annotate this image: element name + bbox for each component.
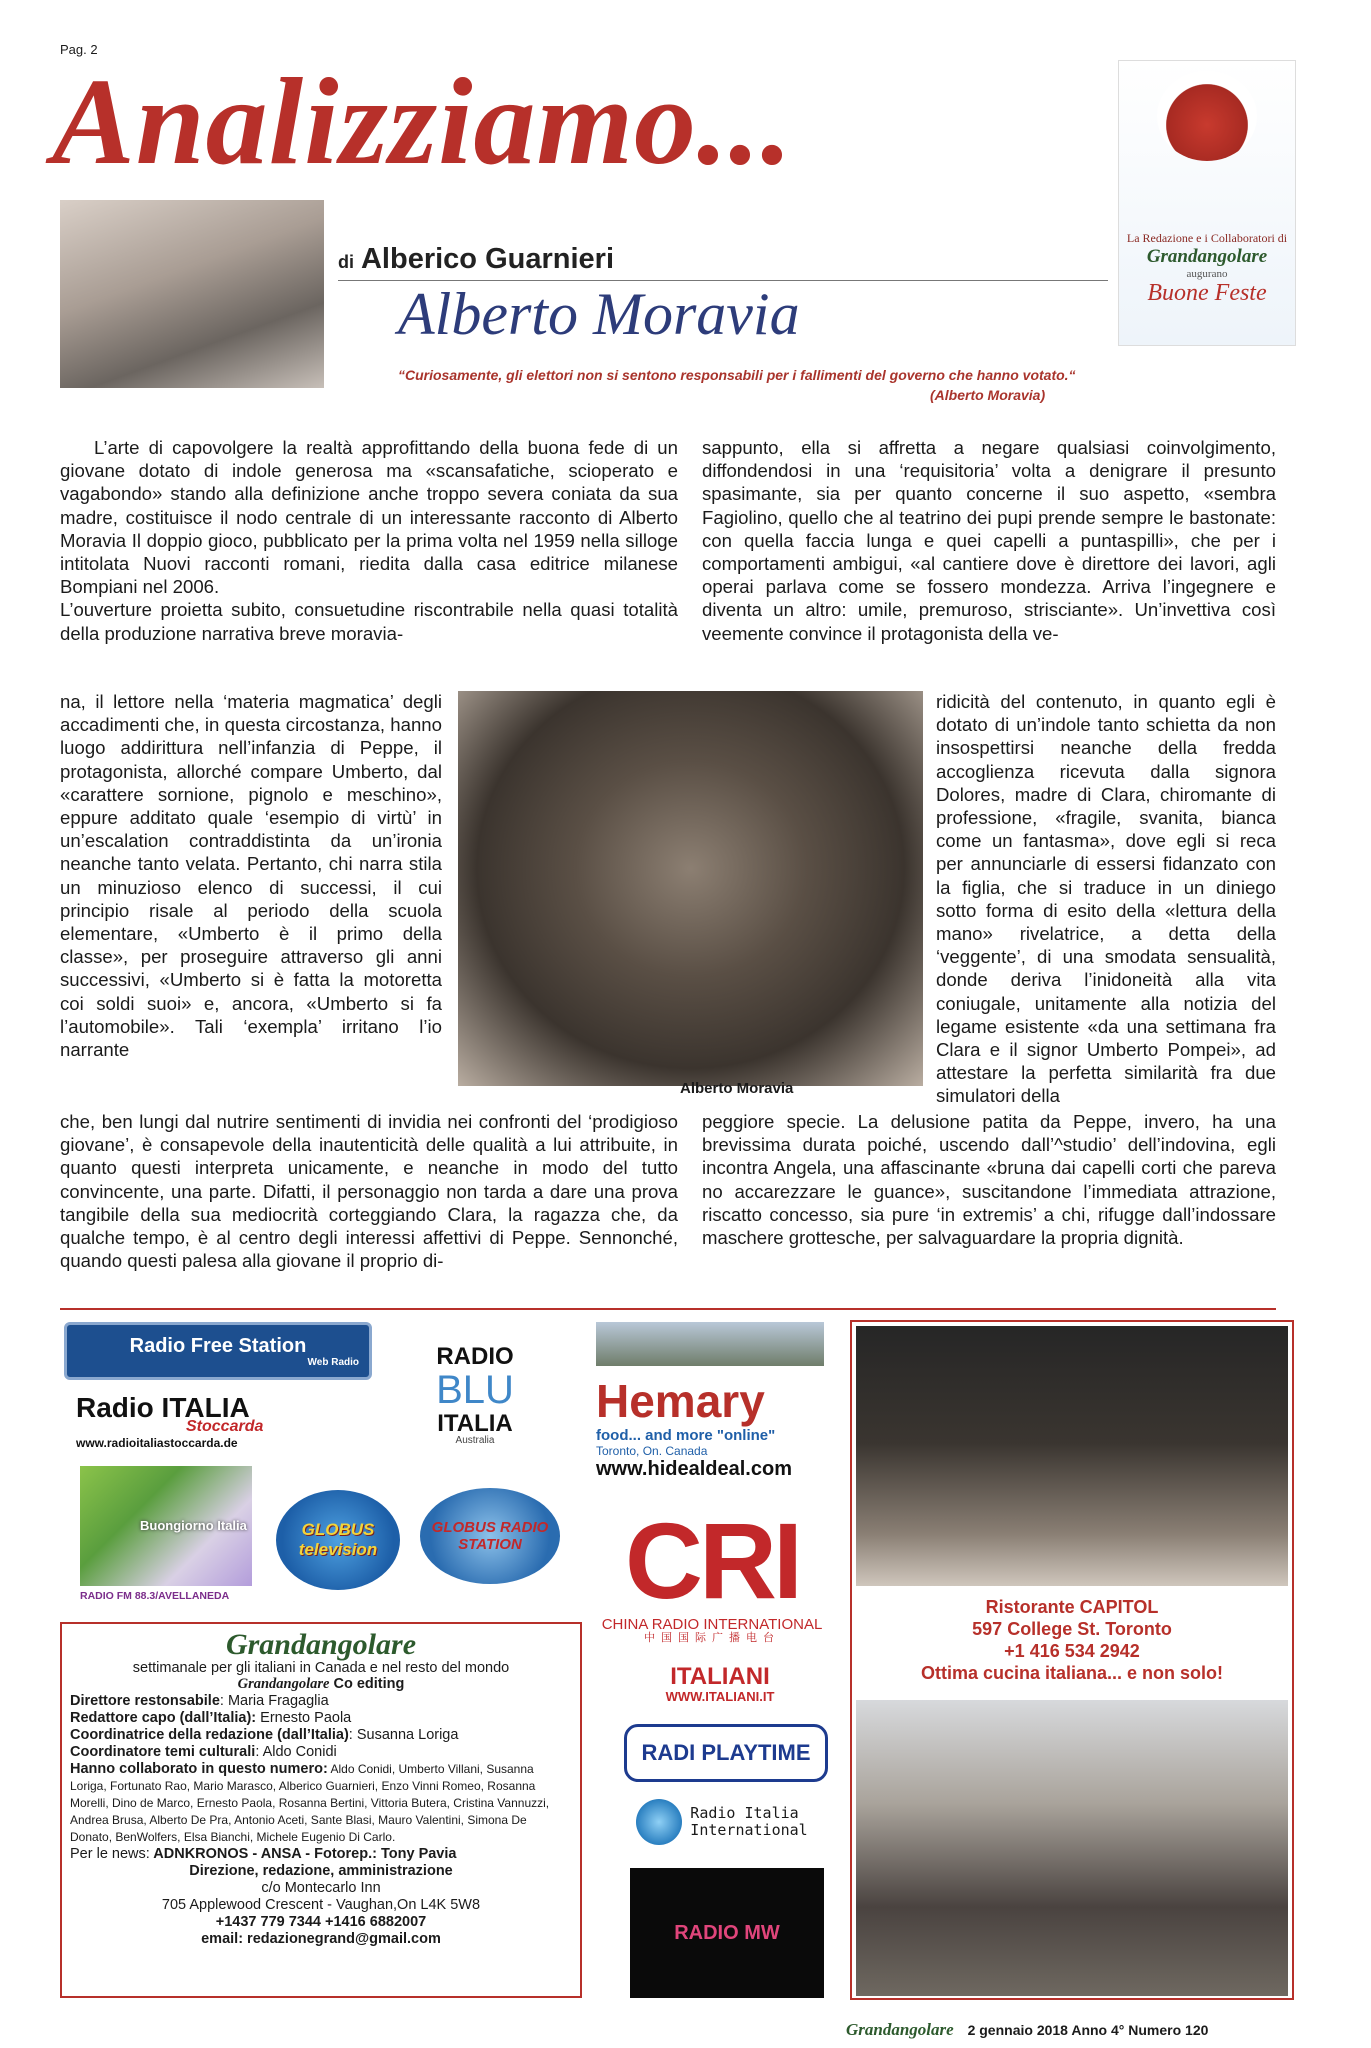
radio-playtime-logo[interactable] bbox=[624, 1724, 828, 1782]
hemary-sub: food... and more "online" bbox=[596, 1427, 776, 1445]
ristorante-slogan: Ottima cucina italiana... e non solo! bbox=[920, 1663, 1224, 1683]
article-subject: Alberto Moravia bbox=[398, 281, 800, 347]
article-paragraph: L’arte di capovolgere la realtà approfittando della buona fede di un giovane dotato di indole generosa ma «scansafatiche, scioperato e vagabondo» stando alla definizione anche troppo severa coniata da sua madre, costituisce il nodo centrale di un interessante racconto di Alberto Moravia Il doppio gioco, pubblicato per la prima volta nel 1959 nella silloge intitolata Nuovi racconti romani, riedita dalla casa editrice milanese Bompiani nel 2006. bbox=[60, 437, 678, 598]
byline bbox=[338, 243, 614, 276]
article-paragraph: che, ben lungi dal nutrire sentimenti di invidia nei confronti del ‘prodigioso giovane’, è consapevole della inautenticità delle qualità a lui attribuite, in quanto questi interpreta unicamente, e neanche in modo del tutto convincente, una parte. Difatti, il personaggio non tarda a dare una prova tangibile della sua mediocrità corteggiando Clara, la ragazza che, da qualche tempo, è al centro degli interessi affettivi di Peppe. Sennonché, quando questi palesa alla giovane il proprio di- bbox=[60, 1111, 678, 1272]
globus-television-logo[interactable] bbox=[276, 1490, 400, 1590]
credits-direzione: Direzione, redazione, amministrazione bbox=[189, 1863, 453, 1879]
italiani-logo[interactable] bbox=[654, 1652, 786, 1716]
article-left-bottom bbox=[60, 1110, 678, 1272]
article-paragraph: na, il lettore nella ‘materia magmatica’ degli accadimenti che, in questa circostanza, hanno luogo addirittura nell’infanzia di Peppe, il protagonista, allorché compare Umberto, dal «carattere sornione, pignolo e meschino», eppure additato quale ‘esempio di virtù’ in un’escalation contraddistinta da un’ironia neanche tanto velata. Pertanto, chi narra stila un minuzioso elenco di successi, il cui principio risale al periodo della scuola elementare, «Umberto è il primo della classe», per proseguire attraverso gli anni successivi, «Umberto si è fatta la motoretta coi soldi suoi» e, ancora, «Umberto si fa l’automobile». Tali ‘exempla’ irritano l’io narrante bbox=[60, 691, 442, 1061]
globe-icon bbox=[636, 1799, 682, 1845]
credits-collaborators: Hanno collaborato in questo numero: Aldo Conidi, Umberto Villani, Susanna Loriga, Fortunato Rao, Mario Marasco, Alberico Guarnieri, Enzo Vinni Romeo, Rosanna Morelli, Dino de Marco, Ernesto Paola, Rosanna Bertini, Vittoria Butera, Cristina Vannuzzi, Andrea Brusa, Alberto De Pra, Antonio Aceti, Sante Blasi, Mauro Valentini, Simona De Donato, BenWolfers, Elsa Bianchi, Michele Eugenio Di Carlo. bbox=[70, 1761, 550, 1844]
hemary-url: www.hidealdeal.com bbox=[596, 1458, 792, 1481]
cri-logo[interactable] bbox=[590, 1500, 834, 1648]
coediting-brand: Grandangolare bbox=[237, 1676, 330, 1692]
cri-name: CHINA RADIO INTERNATIONAL bbox=[601, 1616, 823, 1634]
globus-radio-name: GLOBUS RADIO STATION bbox=[431, 1519, 549, 1553]
page-footer bbox=[846, 2020, 1208, 2040]
buongiorno-label: Buongiorno Italia bbox=[140, 1518, 247, 1533]
radio-fm-label: RADIO FM 88.3/AVELLANEDA bbox=[80, 1590, 230, 1602]
radio-blu-3: ITALIA bbox=[437, 1409, 513, 1437]
author-photo bbox=[60, 200, 324, 388]
radio-italia-stoccarda-logo[interactable] bbox=[76, 1388, 290, 1454]
masthead-credits bbox=[60, 1622, 582, 1998]
hemary-name: Hemary bbox=[596, 1374, 765, 1427]
radio-blu-1: RADIO bbox=[436, 1342, 514, 1370]
credits-subtitle: settimanale per gli italiani in Canada e nel resto del mondo bbox=[132, 1660, 510, 1676]
greeting-line1: La Redazione e i Collaboratori di bbox=[1126, 231, 1288, 245]
globus-radio-logo[interactable] bbox=[420, 1488, 560, 1584]
byline-author: Alberico Guarnieri bbox=[360, 243, 614, 275]
cri-chinese: 中国国际广播电台 bbox=[644, 1631, 780, 1644]
credits-news: Per le news: ADNKRONOS - ANSA - Fotorep.: Tony Pavia bbox=[70, 1846, 457, 1862]
article-left-top bbox=[60, 436, 678, 645]
radio-free-station-sub: Web Radio bbox=[307, 1356, 359, 1368]
credits-title: Grandangolare bbox=[225, 1628, 417, 1661]
radio-blu-4: Australia bbox=[455, 1434, 495, 1446]
coediting-label: Co editing bbox=[333, 1676, 405, 1692]
photo-caption: Alberto Moravia bbox=[680, 1080, 794, 1097]
holiday-greeting bbox=[1118, 60, 1296, 346]
credits-phone: +1437 779 7344 +1416 6882007 bbox=[215, 1914, 427, 1930]
credits-row: Coordinatrice della redazione (dall’Italia): Susanna Loriga bbox=[70, 1727, 459, 1743]
ristorante-name: Ristorante CAPITOL bbox=[985, 1597, 1159, 1617]
cri-mark: CRI bbox=[625, 1499, 799, 1621]
greeting-line2: augurano bbox=[1186, 268, 1228, 280]
ristorante-address: 597 College St. Toronto bbox=[972, 1619, 1172, 1639]
ristorante-exterior-photo bbox=[856, 1700, 1288, 1996]
article-right-top bbox=[702, 436, 1276, 645]
stoccarda-label: Stoccarda bbox=[186, 1418, 264, 1435]
buongiorno-italia-logo[interactable] bbox=[80, 1466, 252, 1586]
article-paragraph: peggiore specie. La delusione patita da Peppe, invero, ha una brevissima durata poiché, uscendo dall’^studio’ dell’indovina, egli incontra Angela, una affascinante «bruna dai capelli corti che pareva no accarezzare le guance», suscitandone l’immediata attrazione, riscatto concesso, sia pure ‘in extremis’ a chi, rifugge dall’indossare maschere grottesche, per salvaguardare la propria dignità. bbox=[702, 1111, 1276, 1249]
italiani-url: WWW.ITALIANI.IT bbox=[665, 1689, 775, 1705]
radio-playtime-name: RADI PLAYTIME bbox=[641, 1740, 811, 1765]
globus-tv-name: GLOBUS television bbox=[298, 1520, 378, 1559]
pull-quote: “Curiosamente, gli elettori non si sentono responsabili per i fallimenti del governo che hanno votato.“ bbox=[398, 367, 1076, 383]
headline: Analizziamo... bbox=[52, 53, 793, 190]
radio-mw-logo[interactable] bbox=[630, 1868, 824, 1998]
stoccarda-url: www.radioitaliastoccarda.de bbox=[76, 1436, 238, 1450]
credits-address: 705 Applewood Crescent - Vaughan,On L4K 5W8 bbox=[161, 1897, 481, 1913]
ristorante-phone: +1 416 534 2942 bbox=[1004, 1641, 1140, 1661]
article-right-wrap bbox=[936, 690, 1276, 1108]
hemary-photo bbox=[596, 1322, 824, 1366]
radio-italia-stoccarda-name: Radio ITALIA bbox=[76, 1392, 250, 1423]
greeting-brand: Grandangolare bbox=[1146, 246, 1268, 267]
footer-info: 2 gennaio 2018 Anno 4° Numero 120 bbox=[967, 2022, 1209, 2038]
credits-row: Redattore capo (dall’Italia): Ernesto Paola bbox=[70, 1710, 352, 1726]
article-left-wrap bbox=[60, 690, 442, 1061]
radio-free-station-logo[interactable] bbox=[64, 1322, 372, 1380]
credits-row: Coordinatore temi culturali: Aldo Conidi bbox=[70, 1744, 337, 1760]
hemary-logo[interactable] bbox=[596, 1368, 828, 1488]
hemary-loc: Toronto, On. Canada bbox=[596, 1443, 708, 1458]
article-paragraph: sappunto, ella si affretta a negare qualsiasi coinvolgimento, diffondendosi in una ‘requisitoria’ volta a denigrare il presunto spasimante, sia per quanto concerne il suo aspetto, «sembra Fagiolino, quello che al teatrino dei pupi prende sempre le bastonate: con quella faccia lunga e quei capelli a puntaspilli», che per i comportamenti ambigui, «al cantiere dove è direttore dei lavori, agli operai parlava come se fossero mondezza. Arriva l’ingegnere e diventa un altro: umile, premuroso, strisciante». Un’invettiva così veemente convince il protagonista della ve- bbox=[702, 437, 1276, 644]
ristorante-interior-photo bbox=[856, 1326, 1288, 1586]
rii-line1: Radio Italia bbox=[690, 1803, 799, 1822]
credits-email[interactable]: email: redazionegrand@gmail.com bbox=[201, 1931, 441, 1947]
moravia-photo bbox=[458, 691, 923, 1086]
radio-blu-2: BLU bbox=[436, 1367, 514, 1412]
radio-mw-name: RADIO MW bbox=[674, 1921, 780, 1944]
page-number: Pag. 2 bbox=[60, 42, 98, 57]
article-paragraph: L’ouverture proietta subito, consuetudine riscontrabile nella quasi totalità della produzione narrativa breve moravia- bbox=[60, 599, 678, 644]
pull-quote-author: (Alberto Moravia) bbox=[930, 387, 1046, 403]
italiani-name: ITALIANI bbox=[670, 1662, 770, 1690]
radio-italia-international-logo[interactable] bbox=[622, 1792, 822, 1852]
radio-free-station-name: Radio Free Station bbox=[129, 1334, 307, 1357]
credits-coediting bbox=[70, 1676, 572, 1693]
santa-illustration-icon bbox=[1157, 71, 1257, 161]
credits-row: Direttore restonsabile: Maria Fragaglia bbox=[70, 1693, 329, 1709]
article-paragraph: ridicità del contenuto, in quanto egli è dotato di un’indole tanto schietta da non insospettirsi neanche della fredda accoglienza ricevuta dalla signora Dolores, madre di Clara, chiromante di professione, «fragile, svanita, bianca come un fantasma», dove egli si reca per annunciarle di essersi fidanzato con la figlia, che si traduce in un diniego sotto forma di esito della «lettura della mano» rivelatrice, a detta della ‘veggente’, di una smodata sensualità, donde deriva l’inidoneità alla vita coniugale, unitamente alla notizia del legame esistente «da una settimana fra Clara e il signor Umberto Pompei», ad attestare la perfetta similarità fra due simulatori della bbox=[936, 691, 1276, 1107]
credits-co: c/o Montecarlo Inn bbox=[261, 1880, 381, 1896]
article-right-bottom bbox=[702, 1110, 1276, 1249]
greeting-wish: Buone Feste bbox=[1147, 280, 1267, 306]
rii-line2: International bbox=[690, 1821, 808, 1839]
byline-prefix: di bbox=[338, 252, 354, 272]
ristorante-info bbox=[852, 1596, 1292, 1684]
radio-blu-italia-logo[interactable] bbox=[404, 1332, 546, 1458]
section-divider bbox=[60, 1308, 1276, 1310]
footer-brand: Grandangolare bbox=[846, 2020, 954, 2039]
